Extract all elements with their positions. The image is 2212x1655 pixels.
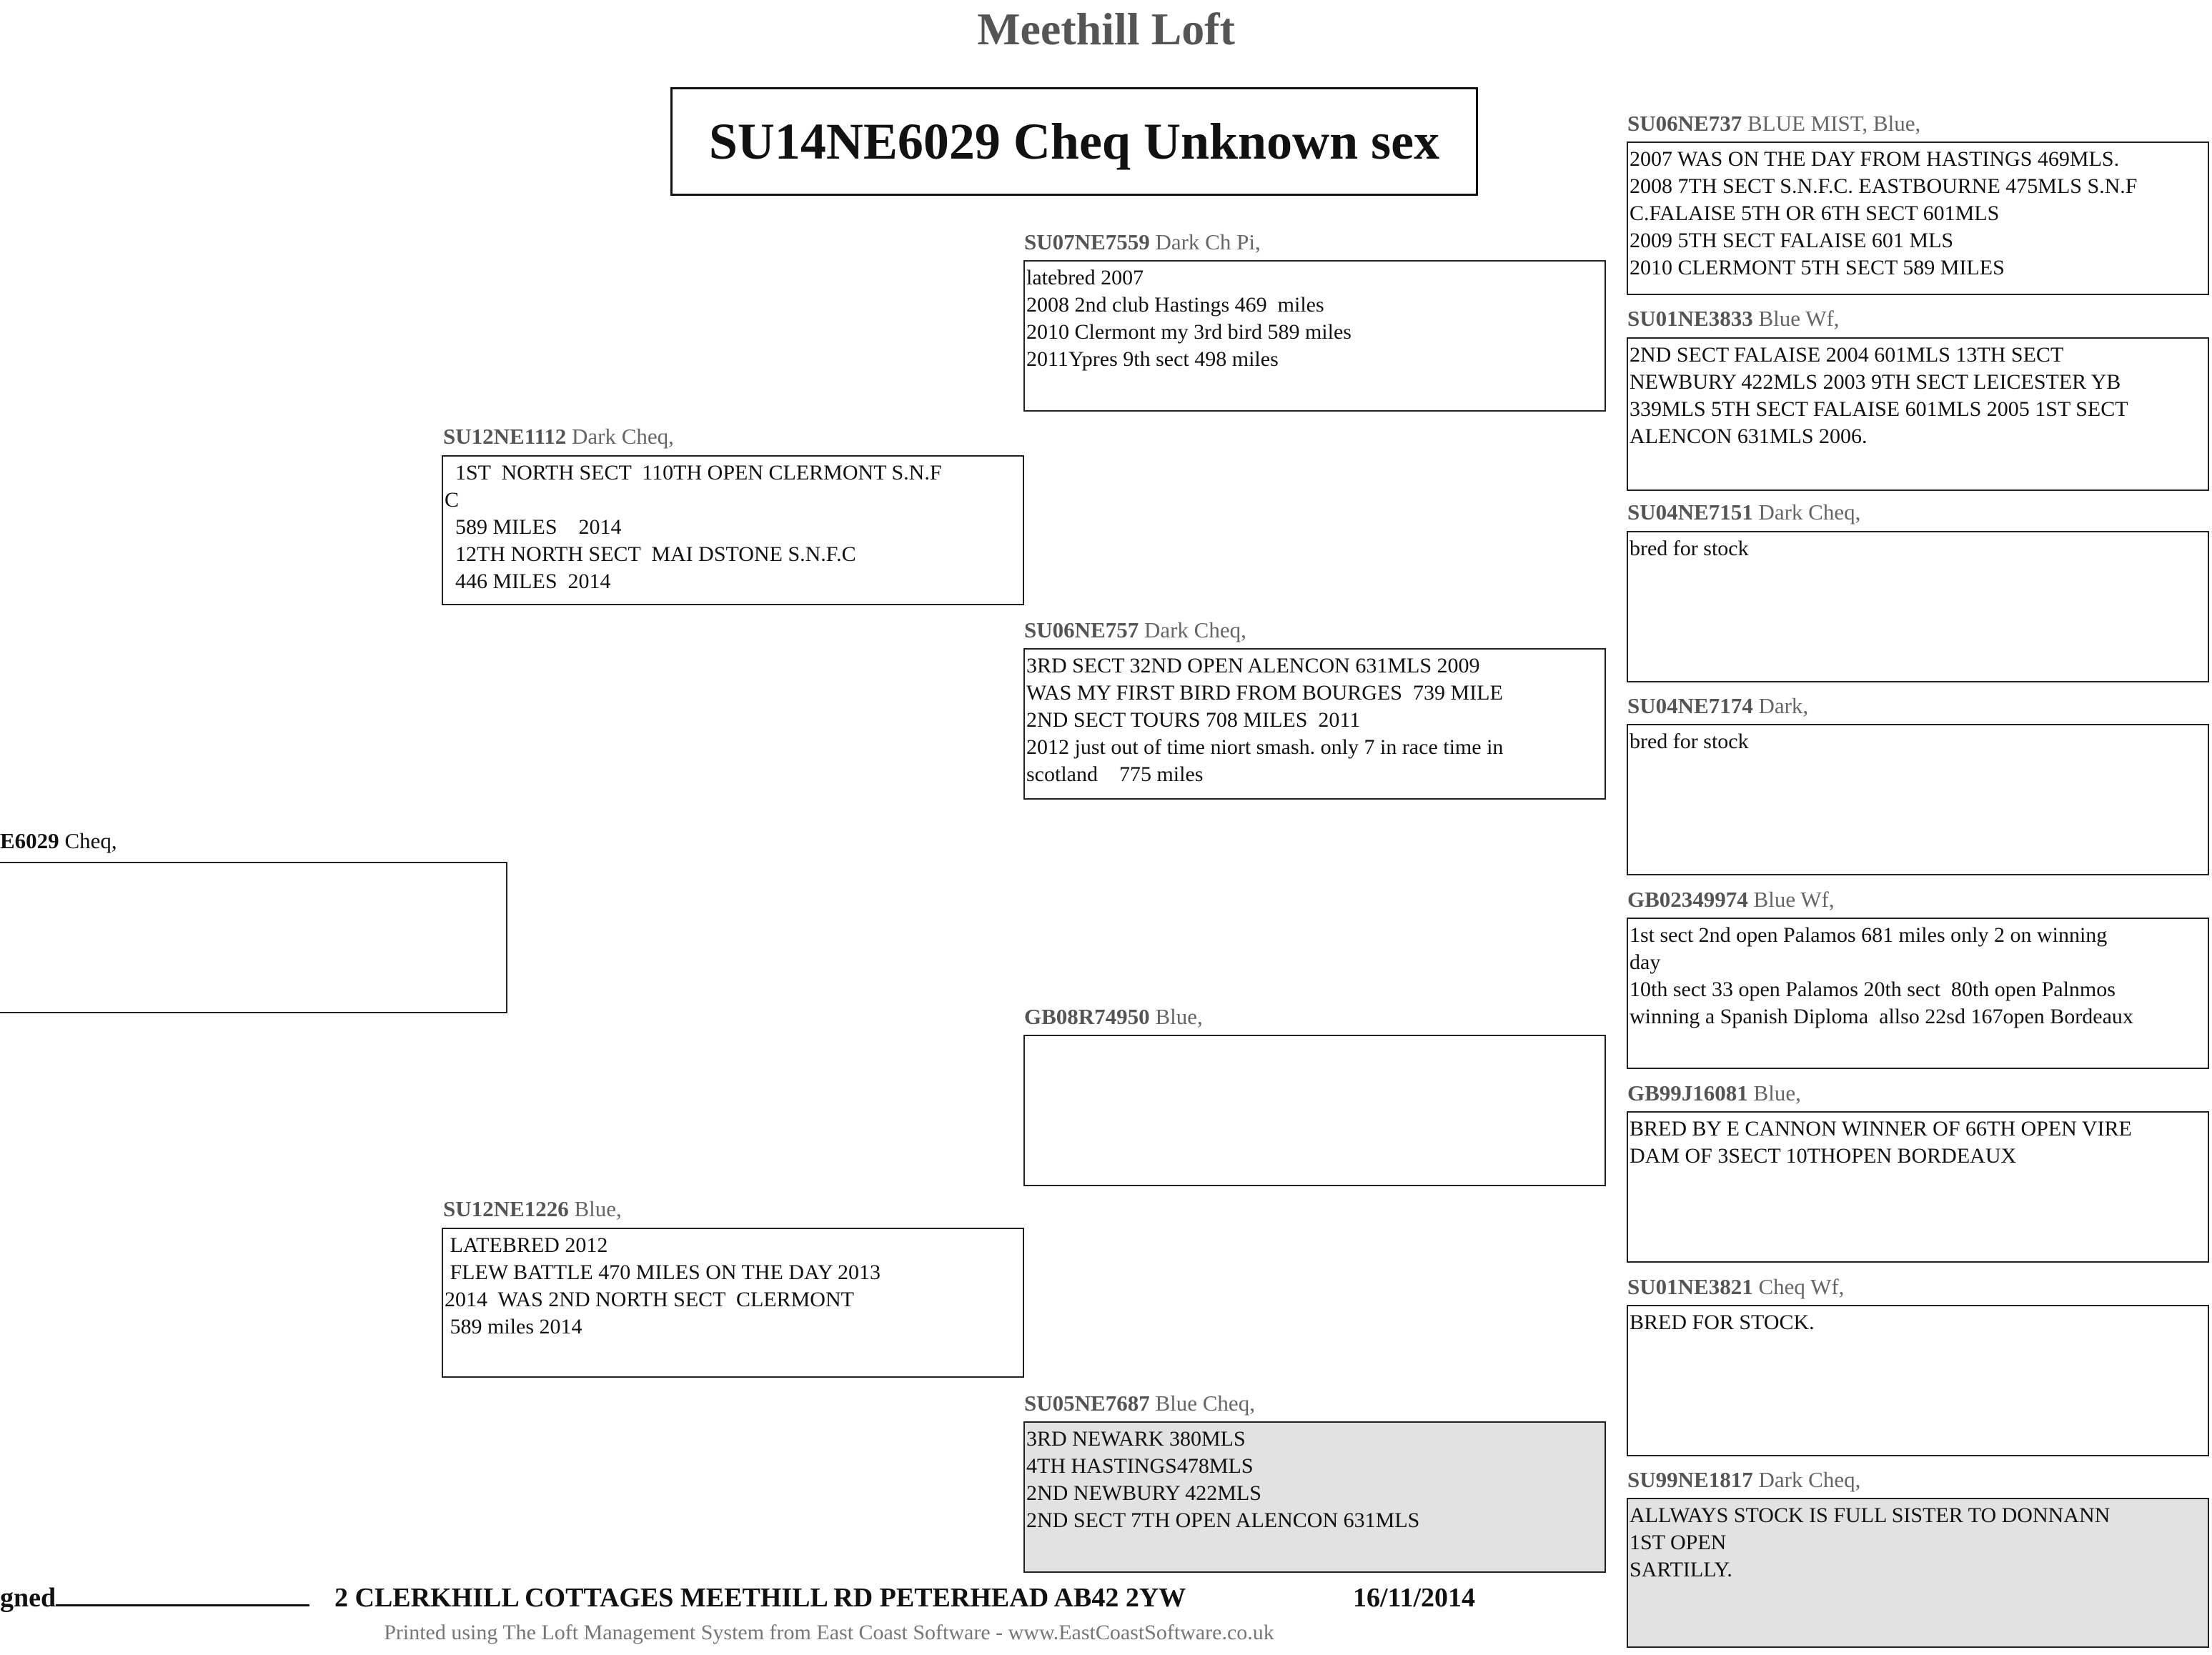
ring-number: SU99NE1817 — [1627, 1467, 1753, 1492]
bird-label-dam-dam — [1024, 1391, 1255, 1416]
note-line: NEWBURY 422MLS 2003 9TH SECT LEICESTER YB — [1630, 370, 2121, 394]
signature-line — [0, 1582, 309, 1614]
note-line: 339MLS 5TH SECT FALAISE 601MLS 2005 1ST SECT — [1630, 397, 2128, 421]
note-line: 2ND SECT 7TH OPEN ALENCON 631MLS — [1026, 1509, 1420, 1532]
bird-label-sss — [1627, 111, 1920, 136]
bird-colour: BLUE MIST, Blue, — [1747, 111, 1921, 136]
note-line: 2008 7TH SECT S.N.F.C. EASTBOURNE 475MLS S.N.F — [1630, 174, 2138, 198]
bird-notes-box-dam-sire — [1023, 1035, 1606, 1186]
signature-blank — [56, 1583, 309, 1606]
note-line: scotland 775 miles — [1026, 762, 1204, 786]
bird-label-dss — [1627, 887, 1835, 913]
bird-colour: Dark Cheq, — [1758, 1467, 1861, 1492]
note-line: 10th sect 33 open Palamos 20th sect 80th open Palnmos — [1630, 978, 2116, 1001]
bird-label-dsd — [1627, 1080, 1801, 1106]
bird-label-sdd — [1627, 693, 1808, 719]
subject-notes-box — [0, 862, 507, 1013]
note-line: 1st sect 2nd open Palamos 681 miles only 2 on winning — [1630, 923, 2108, 947]
bird-notes-box-ddd — [1627, 1498, 2209, 1648]
bird-notes-box-sss — [1627, 141, 2209, 295]
ring-number: SU04NE7151 — [1627, 500, 1753, 525]
note-line: 2011Ypres 9th sect 498 miles — [1026, 347, 1279, 371]
ring-number: SU01NE3821 — [1627, 1274, 1753, 1299]
bird-notes-box-dsd — [1627, 1111, 2209, 1263]
note-line: 2ND NEWBURY 422MLS — [1026, 1481, 1261, 1505]
note-line: FLEW BATTLE 470 MILES ON THE DAY 2013 — [445, 1261, 881, 1284]
bird-colour: Dark Cheq, — [1144, 617, 1246, 642]
ring-number: SU06NE757 — [1024, 617, 1139, 642]
bird-notes-box-dds — [1627, 1305, 2209, 1456]
bird-label-sire-sire — [1024, 229, 1261, 255]
note-line: 1ST OPEN — [1630, 1531, 1727, 1554]
bird-colour: Dark Cheq, — [572, 424, 674, 449]
loft-title: Meethill Loft — [977, 4, 1235, 54]
note-line: 2009 5TH SECT FALAISE 601 MLS — [1630, 229, 1954, 252]
note-line: ALENCON 631MLS 2006. — [1630, 424, 1868, 448]
note-line: 1ST NORTH SECT 110TH OPEN CLERMONT S.N.F — [445, 461, 942, 484]
bird-colour: Blue, — [1753, 1080, 1801, 1105]
note-line: 2010 CLERMONT 5TH SECT 589 MILES — [1630, 256, 2005, 279]
bird-colour: Dark Cheq, — [1758, 500, 1861, 525]
ring-number: GB02349974 — [1627, 887, 1748, 912]
note-line: 2ND SECT FALAISE 2004 601MLS 13TH SECT — [1630, 343, 2064, 367]
subject-ring: E6029 — [0, 828, 59, 853]
note-line: winning a Spanish Diploma allso 22sd 167open Bordeaux — [1630, 1005, 2133, 1028]
note-line: 2012 just out of time niort smash. only 7 in race time in — [1026, 735, 1504, 759]
note-line: SARTILLY. — [1630, 1558, 1732, 1581]
note-line: 589 miles 2014 — [445, 1315, 582, 1338]
bird-colour: Cheq Wf, — [1758, 1274, 1845, 1299]
bird-notes-box-sdd — [1627, 724, 2209, 875]
note-line: 2008 2nd club Hastings 469 miles — [1026, 293, 1324, 317]
note-line: 2014 WAS 2ND NORTH SECT CLERMONT — [445, 1288, 854, 1311]
bird-label-sire-dam — [1024, 617, 1246, 643]
bird-label-ssd — [1627, 306, 1840, 332]
loft-address: 2 CLERKHILL COTTAGES MEETHILL RD PETERHEAD AB42 2YW — [334, 1583, 1186, 1613]
bird-colour: Blue Cheq, — [1155, 1391, 1255, 1416]
bird-notes-box-dam — [442, 1228, 1024, 1378]
subject-label — [0, 828, 117, 854]
note-line: bred for stock — [1630, 730, 1749, 753]
note-line: 2ND SECT TOURS 708 MILES 2011 — [1026, 708, 1361, 732]
bird-colour: Dark, — [1758, 693, 1809, 718]
bird-label-sds — [1627, 500, 1860, 525]
print-date: 16/11/2014 — [1353, 1583, 1476, 1613]
ring-number: GB99J16081 — [1627, 1080, 1748, 1105]
note-line: day — [1630, 950, 1661, 974]
note-line: 446 MILES 2014 — [445, 570, 611, 593]
ring-number: SU12NE1112 — [443, 424, 567, 449]
bird-colour: Blue, — [574, 1196, 622, 1221]
note-line: 4TH HASTINGS478MLS — [1026, 1454, 1254, 1478]
ring-number: GB08R74950 — [1024, 1004, 1150, 1029]
note-line: C.FALAISE 5TH OR 6TH SECT 601MLS — [1630, 202, 2000, 225]
ring-number: SU05NE7687 — [1024, 1391, 1150, 1416]
bird-notes-box-ssd — [1627, 337, 2209, 491]
bird-label-dam-sire — [1024, 1004, 1203, 1030]
note-line: latebred 2007 — [1026, 266, 1144, 289]
note-line: C — [445, 488, 460, 512]
note-line: BRED FOR STOCK. — [1630, 1311, 1815, 1334]
ring-number: SU12NE1226 — [443, 1196, 569, 1221]
bird-colour: Dark Ch Pi, — [1155, 229, 1261, 254]
bird-notes-box-dam-dam — [1023, 1421, 1606, 1573]
ring-number: SU07NE7559 — [1024, 229, 1150, 254]
subject-heading: SU14NE6029 Cheq Unknown sex — [708, 112, 1440, 170]
bird-label-sire — [443, 424, 674, 449]
ring-number: SU01NE3833 — [1627, 306, 1753, 331]
bird-notes-box-sire-sire — [1023, 260, 1606, 412]
bird-notes-box-sire-dam — [1023, 648, 1606, 800]
bird-label-dam — [443, 1196, 622, 1222]
note-line: LATEBRED 2012 — [445, 1233, 608, 1257]
note-line: DAM OF 3SECT 10THOPEN BORDEAUX — [1630, 1144, 2017, 1168]
bird-notes-box-dss — [1627, 918, 2209, 1069]
note-line: 3RD SECT 32ND OPEN ALENCON 631MLS 2009 — [1026, 654, 1480, 677]
bird-notes-box-sire — [442, 455, 1024, 605]
note-line: BRED BY E CANNON WINNER OF 66TH OPEN VIRE — [1630, 1117, 2132, 1140]
note-line: WAS MY FIRST BIRD FROM BOURGES 739 MILE — [1026, 681, 1503, 705]
note-line: bred for stock — [1630, 537, 1749, 560]
note-line: 12TH NORTH SECT MAI DSTONE S.N.F.C — [445, 542, 856, 566]
note-line: 3RD NEWARK 380MLS — [1026, 1427, 1246, 1451]
bird-label-ddd — [1627, 1467, 1860, 1493]
bird-colour: Blue Wf, — [1758, 306, 1840, 331]
bird-colour: Blue Wf, — [1753, 887, 1835, 912]
ring-number: SU06NE737 — [1627, 111, 1742, 136]
note-line: 2010 Clermont my 3rd bird 589 miles — [1026, 320, 1351, 344]
bird-label-dds — [1627, 1274, 1844, 1300]
signed-label: gned — [0, 1583, 56, 1613]
bird-notes-box-sds — [1627, 531, 2209, 682]
software-credit: Printed using The Loft Management System from East Coast Software - www.EastCoastSoftware.co.uk — [384, 1621, 1274, 1644]
subject-colour: Cheq, — [64, 828, 117, 853]
note-line: ALLWAYS STOCK IS FULL SISTER TO DONNANN — [1630, 1504, 2111, 1527]
bird-colour: Blue, — [1155, 1004, 1203, 1029]
subject-heading-box — [670, 87, 1478, 196]
note-line: 2007 WAS ON THE DAY FROM HASTINGS 469MLS. — [1630, 147, 2120, 171]
ring-number: SU04NE7174 — [1627, 693, 1753, 718]
note-line: 589 MILES 2014 — [445, 515, 622, 539]
